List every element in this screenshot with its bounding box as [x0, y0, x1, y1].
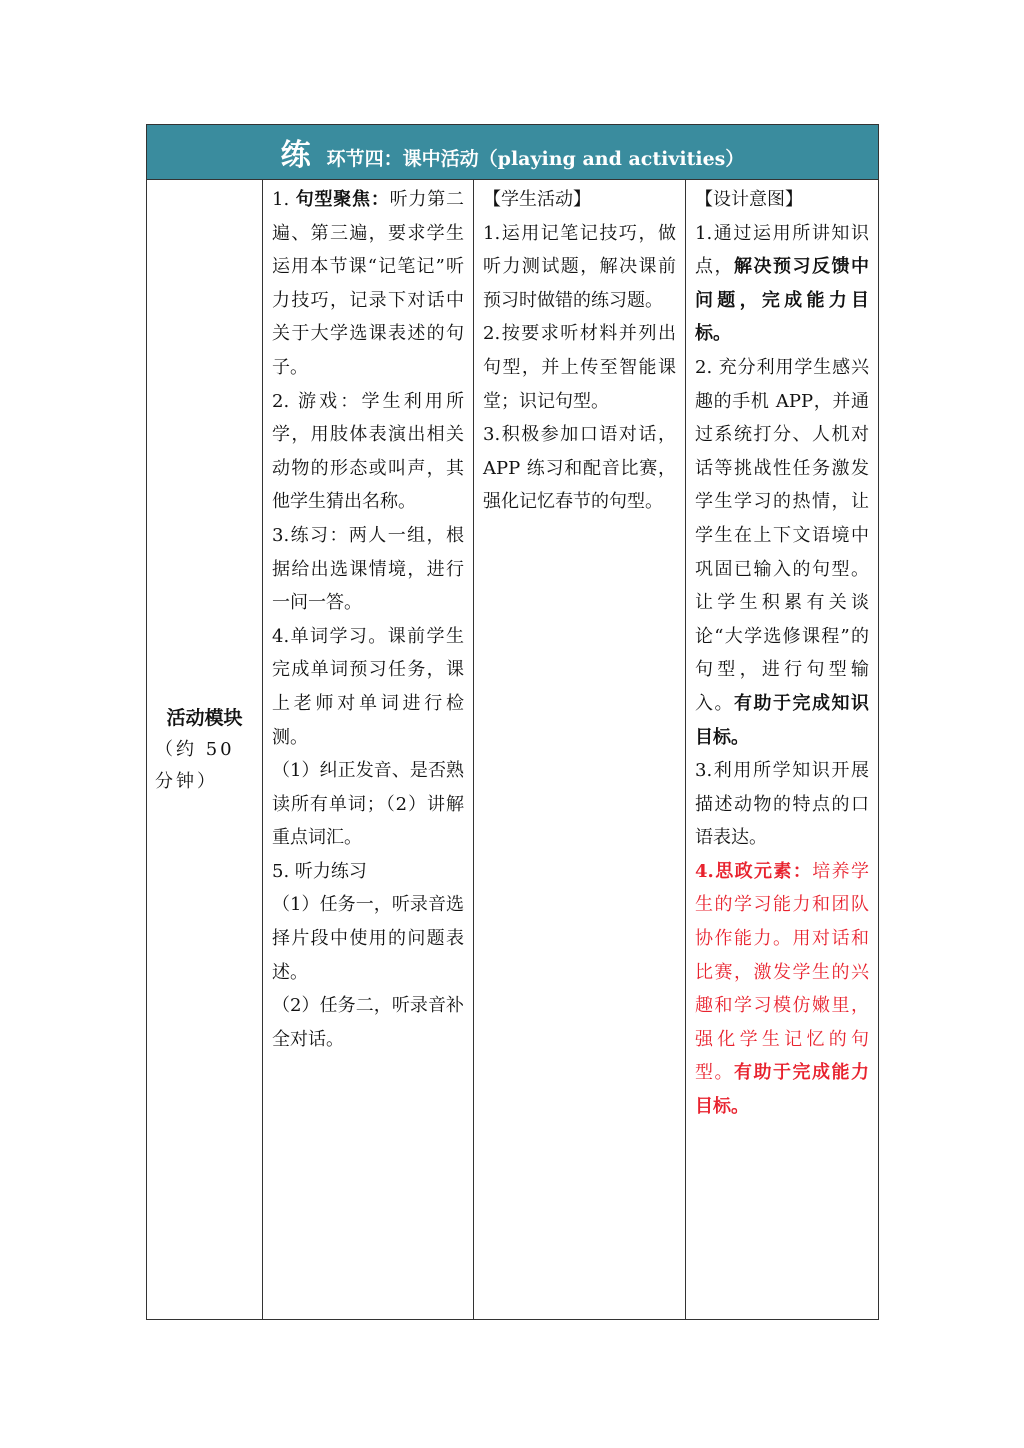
design-intent-cell — [686, 180, 879, 1320]
teacher-item-1: 1. 句型聚焦：听力第二遍、第三遍，要求学生运用本节课“记笔记”听力技巧，记录下对话中关于大学选课表述的句子。 — [272, 189, 465, 378]
design-intent-heading: 【设计意图】 — [695, 189, 803, 210]
section-header — [147, 125, 879, 180]
teacher-item-2: 2. 游戏：学生利用所学，用肢体表演出相关动物的形态或叫声，其他学生猜出名称。 — [272, 390, 464, 513]
activity-module-duration: （约 50 分钟） — [155, 738, 235, 792]
design-item-4: 4.思政元素：培养学生的学习能力和团队协作能力。用对话和比赛，激发学生的兴趣和学习模仿嫩里，强化学生记忆的句型。有助于完成能力目标。 — [695, 860, 870, 1118]
teacher-item-5: 5. 听力练习 — [272, 860, 367, 882]
teacher-item-4-detail: （1）纠正发音、是否熟读所有单词；（2）讲解重点词汇。 — [272, 760, 464, 849]
student-item-1: 1.运用记笔记技巧，做听力测试题，解决课前预习时做错的练习题。 — [483, 222, 676, 311]
teacher-item-5-task-2: （2）任务二，听录音补全对话。 — [272, 995, 464, 1050]
student-activity-cell — [474, 180, 686, 1320]
student-item-2: 2.按要求听材料并列出句型，并上传至智能课堂；识记句型。 — [483, 323, 676, 412]
section-title: 环节四：课中活动（playing and activities） — [326, 148, 745, 170]
design-item-3: 3.利用所学知识开展描述动物的特点的口语表达。 — [695, 760, 870, 849]
student-activity-heading: 【学生活动】 — [483, 189, 591, 210]
lesson-plan-table — [146, 124, 879, 1320]
activity-module-cell — [147, 180, 263, 1320]
design-item-1: 1.通过运用所讲知识点，解决预习反馈中问题，完成能力目标。 — [695, 222, 870, 345]
section-char: 练 — [280, 138, 311, 173]
activity-module-title: 活动模块 — [166, 706, 243, 729]
teacher-item-3: 3.练习：两人一组，根据给出选课情境，进行一问一答。 — [272, 524, 464, 614]
teacher-activity-cell — [263, 180, 474, 1320]
design-item-2: 2. 充分利用学生感兴趣的手机 APP，并通过系统打分、人机对话等挑战性任务激发学生学习的热情，让学生在上下文语境中巩固已输入的句型。让学生积累有关谈论“大学选修课程”的句型，进行句型输入。有助于完成知识目标。 — [695, 356, 870, 748]
teacher-item-5-task-1: （1）任务一，听录音选择片段中使用的问题表述。 — [272, 894, 464, 983]
teacher-item-4: 4.单词学习。课前学生完成单词预习任务，课上老师对单词进行检测。 — [272, 625, 464, 748]
student-item-3: 3.积极参加口语对话，APP 练习和配音比赛，强化记忆春节的句型。 — [483, 424, 676, 513]
